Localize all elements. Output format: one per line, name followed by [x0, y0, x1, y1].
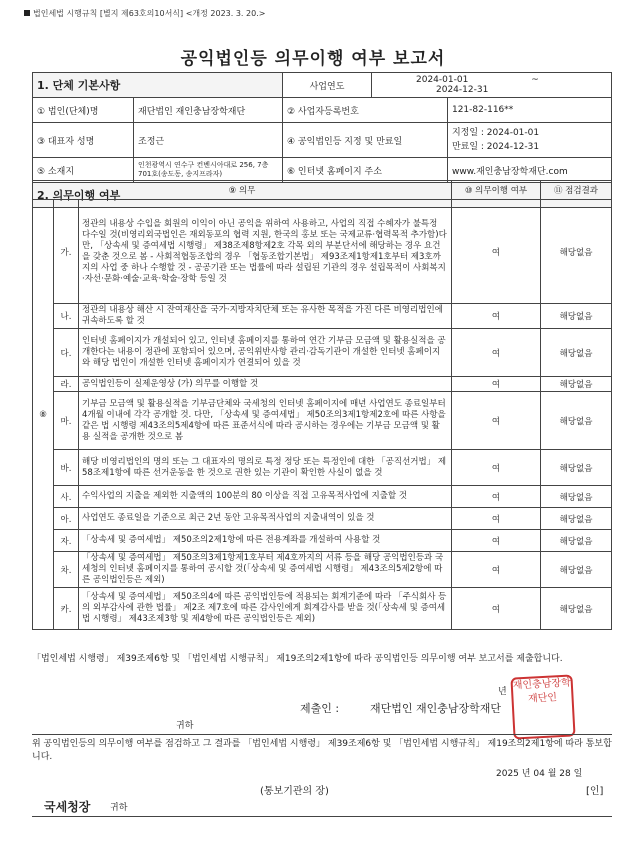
- obligation-row: [33, 552, 612, 588]
- bizno-value: 121-82-116**: [447, 98, 611, 123]
- fiscal-end: 2024-12-31: [436, 85, 489, 95]
- square-bullet-icon: [24, 10, 30, 16]
- obligation-done: 여: [452, 200, 541, 304]
- divider-bottom: [32, 816, 612, 817]
- expiry-date: 만료일 : 2024-12-31: [451, 142, 540, 152]
- col-check-header: ⑪ 점검결과: [541, 181, 612, 200]
- designation-dates: [447, 123, 611, 158]
- agency-head: (통보기관의 장): [260, 786, 329, 797]
- obligation-key: 차.: [54, 552, 79, 588]
- obligation-check: 해당없음: [541, 552, 612, 588]
- obligation-row: [33, 200, 612, 304]
- obligation-text: 해당 비영리법인의 명의 또는 그 대표자의 명의로 특정 정당 또는 특정인에 대한 「공직선거법」 제58조제1항에 따른 선거운동을 한 것으로 권한 있는 기관이 확인한 사실이 없을 것: [79, 450, 452, 486]
- col-duty-header: ⑨ 의무: [33, 181, 452, 200]
- obligation-check: 해당없음: [541, 200, 612, 304]
- notice-date: 2025 년 04 월 28 일: [496, 769, 583, 779]
- fiscal-year-range: [372, 73, 612, 98]
- obligation-text: 기부금 모금액 및 활용실적을 기부금단체와 국세청의 인터넷 홈페이지에 매년 사업연도 종료일부터 4개월 이내에 각각 공개할 것. 다만, 「상속세 및 증여세법」 제50조의3제1항제2호에 따른 사항을 같은 법 시행령 제43조의5제4항에 따른 표준서식에 따라 공시하는 경우에는 기부금 모금액 및 활용 실적을 공개한 것으로 봄: [79, 392, 452, 450]
- obligation-row: [33, 304, 612, 329]
- obligation-check: 해당없음: [541, 392, 612, 450]
- obligation-done: 여: [452, 392, 541, 450]
- year-label: 년: [498, 687, 507, 697]
- seal-mark: [인]: [586, 786, 604, 797]
- obligation-key: 나.: [54, 304, 79, 329]
- obligation-row: [33, 377, 612, 392]
- obligation-text: 「상속세 및 증여세법」 제50조의2제1항에 따른 전용계좌를 개설하여 사용할 것: [79, 530, 452, 552]
- obligation-text: 사업연도 종료일을 기준으로 최근 2년 동안 고유목적사업의 지출내역이 있을 것: [79, 508, 452, 530]
- obligation-key: 라.: [54, 377, 79, 392]
- obligation-done: 여: [452, 588, 541, 630]
- homepage-label: ⑥ 인터넷 홈페이지 주소: [283, 158, 448, 183]
- obligation-done: 여: [452, 508, 541, 530]
- obligation-text: 정관의 내용상 해산 시 잔여재산을 국가·지방자치단체 또는 유사한 목적을 가진 다른 비영리법인에 귀속하도록 할 것: [79, 304, 452, 329]
- fiscal-start: 2024-01-01: [416, 75, 469, 85]
- obligation-check: 해당없음: [541, 377, 612, 392]
- notification-text: 위 공익법인등의 의무이행 여부를 점검하고 그 결과를 「법인세법 시행령」 제39조제6항 및 「법인세법 시행규칙」 제19조의2제1항에 따라 통보합니다.: [32, 739, 612, 762]
- section1-heading: 1. 단체 기본사항: [33, 73, 283, 98]
- submission-statement: 「법인세법 시행령」 제39조제6항 및 「법인세법 시행규칙」 제19조의2제1항에 따라 공익법인등 의무이행 여부 보고서를 제출합니다.: [32, 654, 563, 664]
- obligation-row: [33, 486, 612, 508]
- obligation-key: 마.: [54, 392, 79, 450]
- obligation-key: 자.: [54, 530, 79, 552]
- obligation-key: 다.: [54, 329, 79, 377]
- obligation-done: 여: [452, 329, 541, 377]
- recipient-suffix: 귀하: [110, 803, 128, 813]
- section2-heading: 2. 의무이행 여부: [33, 183, 612, 208]
- submitter-value: 재단법인 재인충남장학재단: [370, 702, 502, 715]
- divider: [32, 734, 612, 735]
- obligation-check: 해당없음: [541, 450, 612, 486]
- obligation-check: 해당없음: [541, 530, 612, 552]
- obligation-row: [33, 508, 612, 530]
- obligation-key: 바.: [54, 450, 79, 486]
- obligation-key: 카.: [54, 588, 79, 630]
- address-label: ⑤ 소재지: [33, 158, 134, 183]
- obligation-done: 여: [452, 552, 541, 588]
- obligation-key: 사.: [54, 486, 79, 508]
- rep-value: 조정근: [134, 123, 283, 158]
- obligation-row: [33, 392, 612, 450]
- obligation-text: 인터넷 홈페이지가 개설되어 있고, 인터넷 홈페이지를 통하여 연간 기부금 모금액 및 활용실적을 공개한다는 내용이 정관에 포함되어 있으며, 공익위반사항 관리·감독기관이 개설한 인터넷 홈페이지와 해당 법인이 개설한 인터넷 홈페이지가 연결되어 있을 것: [79, 329, 452, 377]
- address-value: 인천광역시 연수구 컨벤시아대로 256, 7층 701호(송도동, 송지프라자): [134, 158, 283, 183]
- col-done-header: ⑩ 의무이행 여부: [452, 181, 541, 200]
- designation-date: 지정일 : 2024-01-01: [451, 128, 540, 138]
- obligation-key: 가.: [54, 200, 79, 304]
- organization-seal-stamp: 재인충남장학재단인: [510, 674, 575, 739]
- addressee: 귀하: [176, 721, 194, 731]
- obligation-text: 「상속세 및 증여세법」 제50조의4에 따른 공익법인등에 적용되는 회계기준에 따라 「주식회사 등의 외부감사에 관한 법률」 제2조 제7호에 따른 감사인에게 회계감사를 받을 것(「상속세 및 증여세법 시행령」 제43조제3항 및 제4항에 따른 공익법인등은 제외): [79, 588, 452, 630]
- obligation-check: 해당없음: [541, 508, 612, 530]
- designation-label: ④ 공익법인등 지정 및 만료일: [283, 123, 448, 158]
- obligation-text: 정관의 내용상 수입을 회원의 이익이 아닌 공익을 위하여 사용하고, 사업의 직접 수혜자가 불특정 다수일 것(비영리외국법인은 재외동포의 협력 지원, 한국의 홍보 또는 국제교류·협력목적 추가함)다만, 「상속세 및 증여세법 시행령」 제38조제8항제2호 각목 외의 부분단서에 해당하는 경우 요건을 갖춘 것으로 봄 - 사회적협동조합의 경우 「협동조합기본법」 제93조제1항제1호부터 제3호까지의 사업 중 하나 수행할 것 - 공공기관 또는 법률에 따라 설립된 기관의 경우 설립목적이 사회복지·자선·문화·예술·교육·학술·장학 등일 것: [79, 200, 452, 304]
- obligation-done: 여: [452, 304, 541, 329]
- obligation-row: [33, 329, 612, 377]
- submitter-label: 제출인 :: [300, 702, 340, 715]
- obligation-row: [33, 588, 612, 630]
- recipient: 국세청장: [44, 800, 91, 814]
- page-title: 공익법인등 의무이행 여부 보고서: [180, 49, 446, 69]
- obligation-done: 여: [452, 377, 541, 392]
- form-reference: 법인세법 시행규칙 [별지 제63호의10서식] <개정 2023. 3. 20.>: [24, 8, 265, 19]
- bizno-label: ② 사업자등록번호: [283, 98, 448, 123]
- obligation-check: 해당없음: [541, 588, 612, 630]
- obligation-done: 여: [452, 486, 541, 508]
- obligation-row: [33, 450, 612, 486]
- obligation-key: 아.: [54, 508, 79, 530]
- obligation-table: [32, 180, 612, 630]
- obligation-done: 여: [452, 450, 541, 486]
- obligation-text: 수익사업의 지출을 제외한 지출액의 100분의 80 이상을 직접 고유목적사업에 지출할 것: [79, 486, 452, 508]
- obligation-text: 「상속세 및 증여세법」 제50조의3제1항제1호부터 제4호까지의 서류 등을 해당 공익법인등과 국세청의 인터넷 홈페이지를 통하여 공시할 것(「상속세 및 증여세법 시행령」 제43조의5제2항에 따른 공익법인등은 제외): [79, 552, 452, 588]
- homepage-value: www.재인충남장학재단.com: [447, 158, 611, 183]
- obligation-check: 해당없음: [541, 304, 612, 329]
- name-value: 재단법인 재인충남장학재단: [134, 98, 283, 123]
- group-mark: ⑧: [33, 200, 54, 630]
- fiscal-tilde: ~: [531, 75, 539, 85]
- obligation-done: 여: [452, 530, 541, 552]
- obligation-text: 공익법인등이 실제운영상 (가) 의무를 이행할 것: [79, 377, 452, 392]
- fiscal-year-label: 사업연도: [283, 73, 372, 98]
- obligation-row: [33, 530, 612, 552]
- rep-label: ③ 대표자 성명: [33, 123, 134, 158]
- obligation-check: 해당없음: [541, 486, 612, 508]
- obligation-check: 해당없음: [541, 329, 612, 377]
- name-label: ① 법인(단체)명: [33, 98, 134, 123]
